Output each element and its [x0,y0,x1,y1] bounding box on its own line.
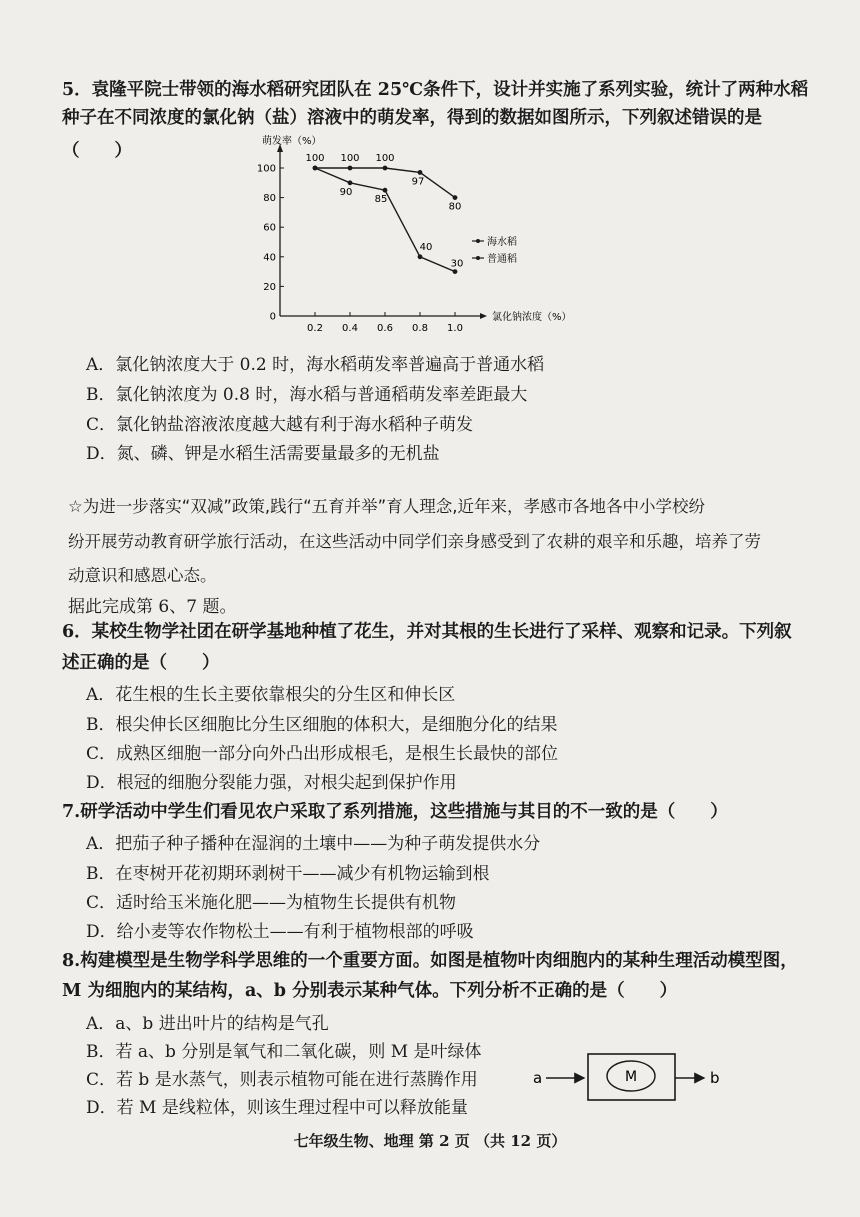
q8-stem-line-2: M 为细胞内的某结构，a、b 分别表示某种气体。下列分析不正确的是（ ） [62,981,678,1001]
diagram-input-label: a [533,1069,543,1087]
x-axis-arrow [480,313,487,319]
q7-stem: 7.研学活动中学生们看见农户采取了系列措施，这些措施与其目的不一致的是（ ） [62,802,728,822]
legend-marker [476,239,480,243]
q7-option-a: A．把茄子种子播种在湿润的土壤中——为种子萌发提供水分 [86,834,541,854]
series-line-0 [315,168,455,198]
data-point [348,180,353,185]
data-label: 85 [374,194,388,206]
x-axis-title: 氯化钠浓度（%） [492,312,572,323]
x-tick-label: 0.4 [342,323,358,334]
x-tick-label: 0.2 [307,323,323,334]
q5-stem-line-2: 种子在不同浓度的氯化钠（盐）溶液中的萌发率，得到的数据如图所示，下列叙述错误的是（ ） [62,108,762,161]
q8-option-d: D．若 M 是线粒体，则该生理过程中可以释放能量 [86,1098,468,1118]
data-label: 100 [340,153,360,164]
data-point [418,254,423,259]
intro-line-3: 动意识和感恩心态。 [68,566,217,585]
legend-marker [476,256,480,260]
q8-option-b: B．若 a、b 分别是氧气和二氧化碳，则 M 是叶绿体 [86,1042,482,1062]
data-point [313,166,318,171]
series-line-1 [315,168,455,272]
q5-stem-line-1: 5．袁隆平院士带领的海水稻研究团队在 25℃条件下，设计并实施了系列实验，统计了两种水稻 [62,80,809,100]
q6-option-b: B．根尖伸长区细胞比分生区细胞的体积大，是细胞分化的结果 [86,715,558,735]
q6-stem-line-2: 述正确的是（ ） [62,653,220,673]
q5-option-d: D．氮、磷、钾是水稻生活需要量最多的无机盐 [86,444,440,464]
data-point [348,166,353,171]
y-tick-label: 80 [263,193,276,205]
q5-option-c: C．氯化钠盐溶液浓度越大越有利于海水稻种子萌发 [86,415,474,435]
y-tick-label: 40 [263,252,276,264]
y-axis-title: 萌发率（%） [262,136,322,147]
data-label: 97 [411,176,425,188]
q6-option-a: A．花生根的生长主要依靠根尖的分生区和伸长区 [86,685,456,705]
q6-stem-line-1: 6．某校生物学社团在研学基地种植了花生，并对其根的生长进行了采样、观察和记录。下列叙 [62,622,792,642]
data-point [453,269,458,274]
data-point [383,188,388,193]
diagram-output-label: b [710,1069,720,1087]
x-tick-label: 1.0 [447,323,463,334]
data-label: 90 [339,186,353,198]
y-tick-label: 100 [256,163,276,175]
intro-lead: 据此完成第 6、7 题。 [68,597,237,617]
q8-stem-line-1: 8.构建模型是生物学科学思维的一个重要方面。如图是植物叶肉细胞内的某种生理活动模型图， [62,951,798,971]
data-label: 80 [448,201,462,213]
q6-option-d: D．根冠的细胞分裂能力强，对根尖起到保护作用 [86,773,457,793]
q8-option-c: C．若 b 是水蒸气，则表示植物可能在进行蒸腾作用 [86,1070,478,1090]
q5-germination-chart [250,130,610,340]
data-label: 30 [450,258,464,270]
data-point [383,166,388,171]
q7-option-c: C．适时给玉米施化肥——为植物生长提供有机物 [86,893,457,913]
q5-option-b: B．氯化钠浓度为 0.8 时，海水稻与普通稻萌发率差距最大 [86,385,528,405]
intro-line-1: ☆为进一步落实“双减”政策,践行“五育并举”育人理念,近年来，孝感市各地各中小学校纷 [68,497,705,516]
q7-option-d: D．给小麦等农作物松土——有利于植物根部的呼吸 [86,922,474,942]
q6-option-c: C．成熟区细胞一部分向外凸出形成根毛，是根生长最快的部位 [86,744,559,764]
data-label: 40 [419,241,433,253]
x-tick-label: 0.6 [377,323,393,334]
y-tick-label: 20 [263,281,276,293]
y-tick-label: 0 [269,311,276,323]
y-tick-label: 60 [263,222,276,234]
q5-option-a: A．氯化钠浓度大于 0.2 时，海水稻萌发率普遍高于普通水稻 [86,355,545,375]
q8-model-diagram [528,1046,724,1106]
x-tick-label: 0.8 [412,323,428,334]
legend-label: 普通稻 [487,254,517,265]
data-label: 100 [305,153,325,164]
data-point [418,170,423,175]
page-footer: 七年级生物、地理 第 2 页 （共 12 页） [293,1132,567,1150]
data-point [453,195,458,200]
intro-line-2: 纷开展劳动教育研学旅行活动，在这些活动中同学们亲身感受到了农耕的艰辛和乐趣，培养了劳 [68,532,761,551]
data-label: 100 [375,153,395,164]
diagram-structure-label: M [624,1069,638,1085]
q8-option-a: A．a、b 进出叶片的结构是气孔 [86,1014,329,1034]
q7-option-b: B．在枣树开花初期环剥树干——减少有机物运输到根 [86,864,490,884]
legend-label: 海水稻 [487,237,517,248]
